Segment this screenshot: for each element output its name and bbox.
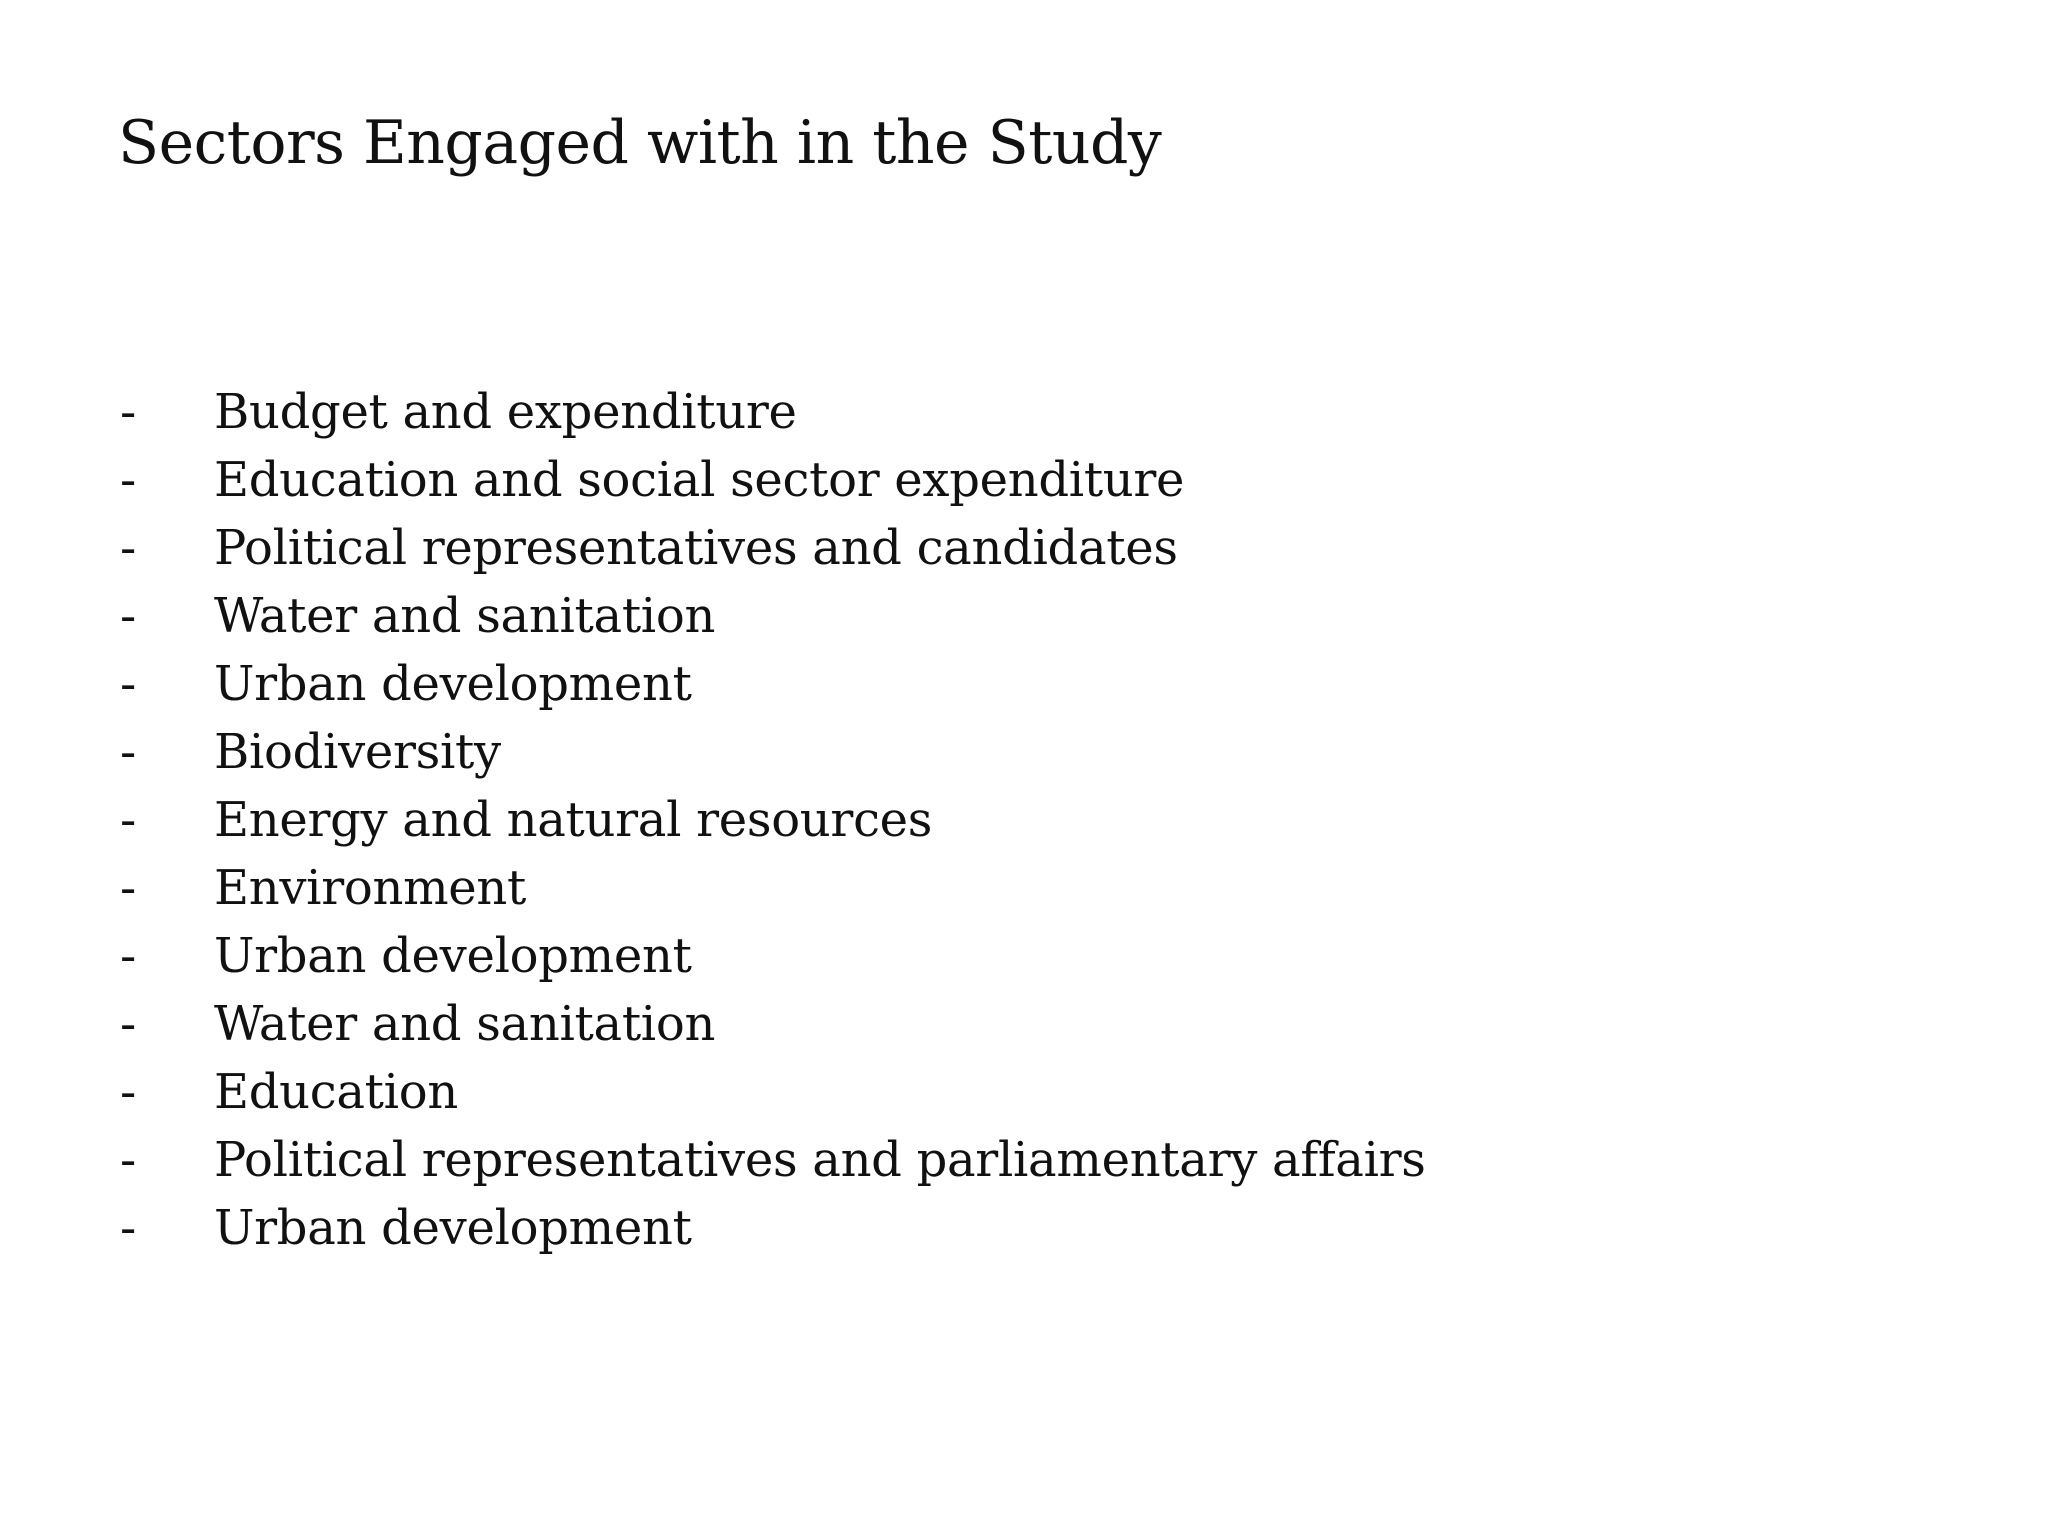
bullet-dash: - <box>120 452 136 508</box>
bullet-dash: - <box>120 860 136 916</box>
bullet-dash: - <box>120 996 136 1052</box>
bullet-dash: - <box>120 520 136 576</box>
list-item-text: Water and sanitation <box>214 996 716 1052</box>
list-item <box>118 1194 1426 1262</box>
list-item-text: Budget and expenditure <box>214 384 797 440</box>
bullet-dash: - <box>120 656 136 712</box>
list-item <box>118 1058 1426 1126</box>
list-item-text: Environment <box>214 860 527 916</box>
list-item-text: Water and sanitation <box>214 588 716 644</box>
list-item-text: Education <box>214 1064 458 1120</box>
bullet-dash: - <box>120 724 136 780</box>
bullet-dash: - <box>120 792 136 848</box>
bullet-dash: - <box>120 1132 136 1188</box>
list-item-text: Political representatives and parliamentary affairs <box>214 1132 1426 1188</box>
list-item <box>118 786 1426 854</box>
list-item-text: Energy and natural resources <box>214 792 933 848</box>
list-item-text: Political representatives and candidates <box>214 520 1178 576</box>
bullet-dash: - <box>120 588 136 644</box>
bullet-dash: - <box>120 928 136 984</box>
bullet-dash: - <box>120 1064 136 1120</box>
list-item <box>118 1126 1426 1194</box>
list-item <box>118 582 1426 650</box>
list-item-text: Urban development <box>214 1200 692 1256</box>
list-item <box>118 990 1426 1058</box>
list-item <box>118 514 1426 582</box>
bullet-dash: - <box>120 384 136 440</box>
list-item <box>118 854 1426 922</box>
bullet-dash: - <box>120 1200 136 1256</box>
list-item-text: Urban development <box>214 656 692 712</box>
sector-list <box>118 378 1426 1262</box>
list-item-text: Urban development <box>214 928 692 984</box>
list-item <box>118 446 1426 514</box>
slide-title: Sectors Engaged with in the Study <box>118 108 1162 178</box>
list-item <box>118 718 1426 786</box>
list-item-text: Education and social sector expenditure <box>214 452 1185 508</box>
list-item <box>118 378 1426 446</box>
list-item <box>118 650 1426 718</box>
list-item <box>118 922 1426 990</box>
list-item-text: Biodiversity <box>214 724 501 780</box>
